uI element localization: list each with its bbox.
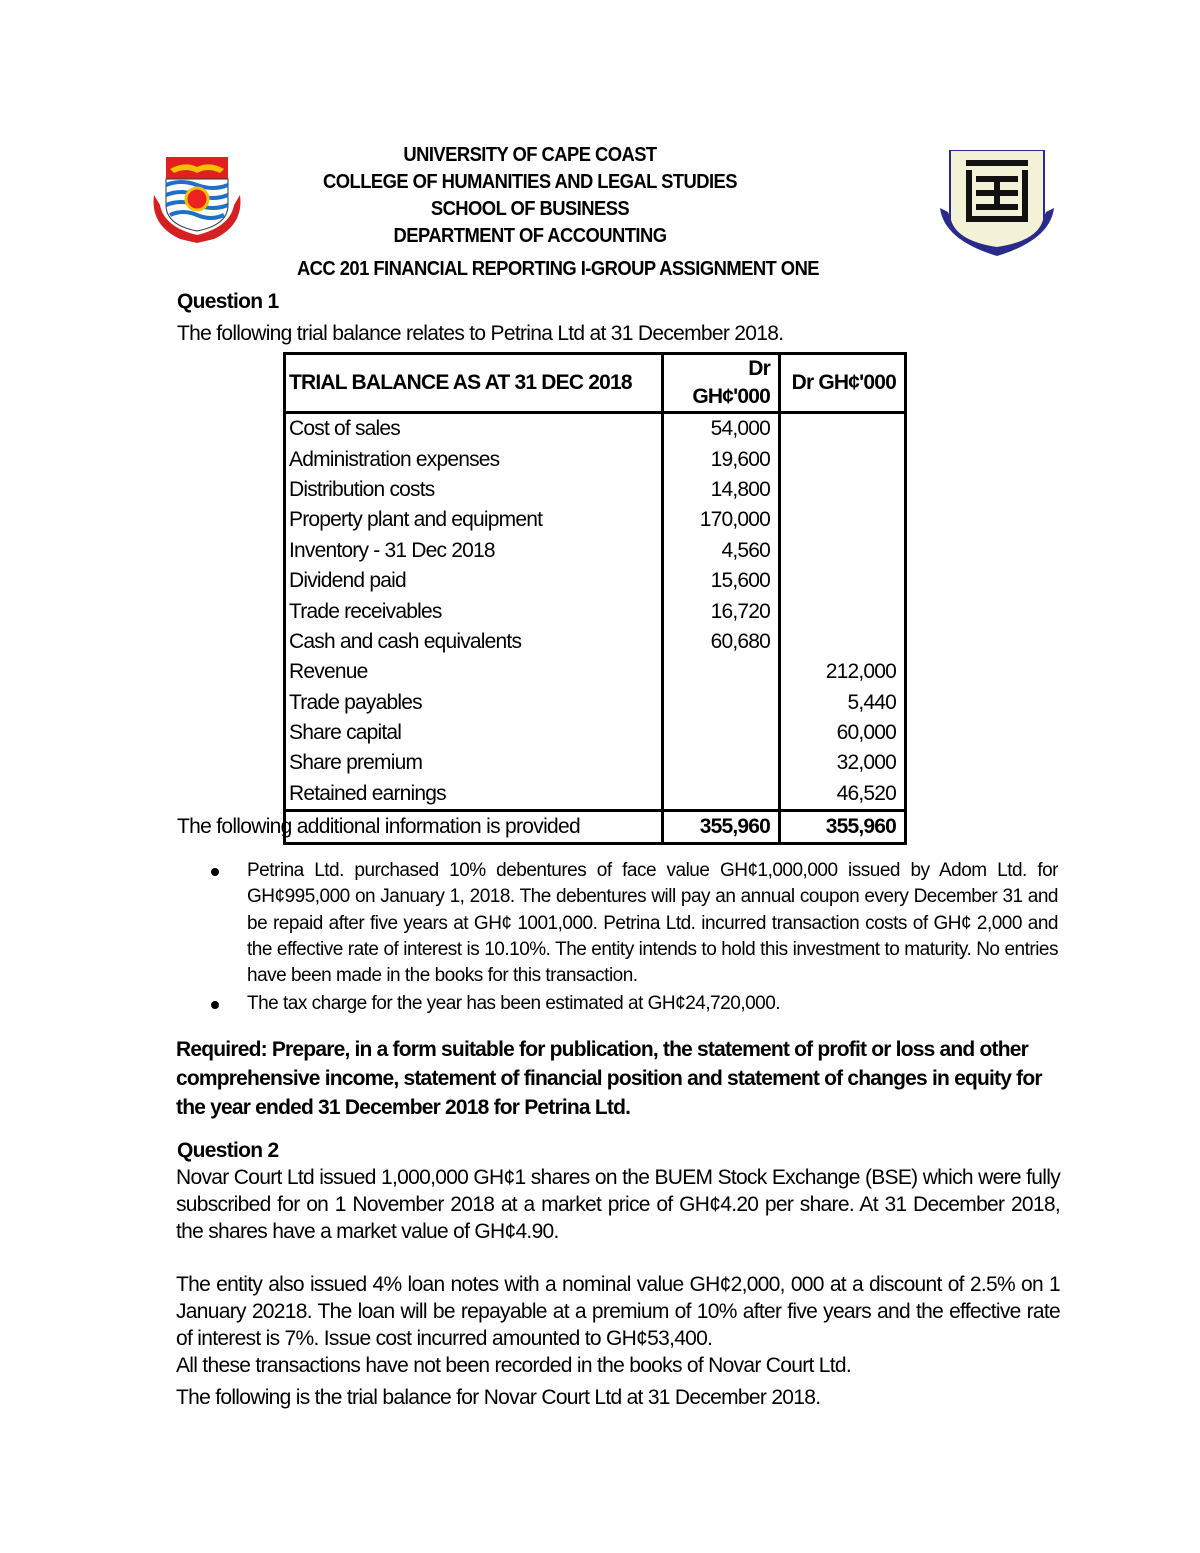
column-header-account: TRIAL BALANCE AS AT 31 DEC 2018 — [285, 354, 663, 413]
cell-cr — [780, 627, 906, 657]
cell-dr — [663, 657, 780, 687]
table-row — [285, 444, 906, 474]
column-header-dr: Dr GH¢'000 — [663, 354, 780, 413]
cell-account: Distribution costs — [285, 475, 663, 505]
trial-balance-table — [283, 352, 907, 845]
total-cr: 355,960 — [780, 811, 906, 844]
cell-dr: 19,600 — [663, 444, 780, 474]
question-2-paragraph-1: Novar Court Ltd issued 1,000,000 GH¢1 shares on the BUEM Stock Exchange (BSE) which were fully subscribed for on 1 November 2018 at a market price of GH¢4.20 per share. At 31 December 2018, the shares have a market value of GH¢4.90. — [176, 1166, 1060, 1243]
table-row — [285, 688, 906, 718]
cell-dr — [663, 688, 780, 718]
cell-cr: 32,000 — [780, 748, 906, 778]
cell-account: Trade payables — [285, 688, 663, 718]
cell-cr: 46,520 — [780, 779, 906, 811]
question-2-paragraph-3: All these transactions have not been recorded in the books of Novar Court Ltd. — [176, 1354, 851, 1377]
table-row — [285, 627, 906, 657]
cell-account: Cost of sales — [285, 413, 663, 445]
header-line-school: SCHOOL OF BUSINESS — [430, 198, 630, 220]
bullet-icon — [211, 1001, 219, 1009]
bullet-debentures: Petrina Ltd. purchased 10% debentures of face value GH¢1,000,000 issued by Adom Ltd. for GH¢995,000 on January 1, 2018. The debentures will pay an annual coupon every December 31 and be repaid after five years at GH¢ 1001,000. Petrina Ltd. incurred transaction costs of GH¢ 2,000 and the effective rate of interest is 10.10%. The entity intends to hold this investment to maturity. No entries have been made in the books for this transaction. — [247, 860, 1058, 987]
question-2-title: Question 2 — [177, 1139, 279, 1162]
cell-cr: 60,000 — [780, 718, 906, 748]
cell-cr — [780, 505, 906, 535]
table-row — [285, 748, 906, 778]
cell-dr: 14,800 — [663, 475, 780, 505]
question-1-intro: The following trial balance relates to Petrina Ltd at 31 December 2018. — [177, 322, 784, 345]
cell-dr: 16,720 — [663, 596, 780, 626]
table-header-row — [285, 354, 906, 413]
cell-dr: 15,600 — [663, 566, 780, 596]
question-2-paragraph-4: The following is the trial balance for Novar Court Ltd at 31 December 2018. — [176, 1386, 821, 1409]
bullet-tax: The tax charge for the year has been estimated at GH¢24,720,000. — [247, 993, 781, 1014]
cell-cr: 212,000 — [780, 657, 906, 687]
cell-account: Dividend paid — [285, 566, 663, 596]
cell-dr — [663, 718, 780, 748]
cell-cr — [780, 536, 906, 566]
table-row — [285, 505, 906, 535]
table-row — [285, 413, 906, 445]
cell-cr — [780, 566, 906, 596]
cell-dr: 60,680 — [663, 627, 780, 657]
cell-account: Share premium — [285, 748, 663, 778]
header-line-college: COLLEGE OF HUMANITIES AND LEGAL STUDIES — [323, 171, 737, 193]
table-row — [285, 657, 906, 687]
cell-account: Revenue — [285, 657, 663, 687]
table-row — [285, 566, 906, 596]
cell-account: Trade receivables — [285, 596, 663, 626]
table-row — [285, 475, 906, 505]
total-dr: 355,960 — [663, 811, 780, 844]
question-2-paragraph-2: The entity also issued 4% loan notes with a nominal value GH¢2,000, 000 at a discount of 2.5% on 1 January 20218. The loan will be repayable at a premium of 10% after five years and the effective rate of interest is 7%. Issue cost incurred amounted to GH¢53,400. — [176, 1273, 1060, 1350]
table-row — [285, 718, 906, 748]
question-1-title: Question 1 — [177, 290, 279, 313]
course-title: ACC 201 FINANCIAL REPORTING I-GROUP ASSIGNMENT ONE — [296, 258, 820, 280]
cell-account: Cash and cash equivalents — [285, 627, 663, 657]
cell-dr — [663, 748, 780, 778]
cell-cr — [780, 596, 906, 626]
cell-dr — [663, 779, 780, 811]
cell-cr: 5,440 — [780, 688, 906, 718]
header-line-department: DEPARTMENT OF ACCOUNTING — [393, 225, 667, 247]
table-row — [285, 536, 906, 566]
column-header-cr: Dr GH¢'000 — [780, 354, 906, 413]
header-line-university: UNIVERSITY OF CAPE COAST — [403, 144, 657, 166]
cell-account: Administration expenses — [285, 444, 663, 474]
school-of-business-crest-logo — [938, 150, 1056, 260]
cell-cr — [780, 413, 906, 445]
cell-dr: 4,560 — [663, 536, 780, 566]
cell-account: Share capital — [285, 718, 663, 748]
cell-account: Retained earnings — [285, 779, 663, 811]
table-row — [285, 779, 906, 811]
cell-cr — [780, 475, 906, 505]
cell-cr — [780, 444, 906, 474]
cell-dr: 54,000 — [663, 413, 780, 445]
table-row — [285, 596, 906, 626]
required-statement: Required: Prepare, in a form suitable for publication, the statement of profit or loss and other comprehensive income, statement of financial position and statement of changes in equity for the year ended 31 December 2018 for Petrina Ltd. — [176, 1038, 1042, 1119]
additional-info-intro: The following additional information is provided — [177, 815, 580, 838]
university-crest-logo — [150, 155, 244, 245]
bullet-icon — [211, 868, 219, 876]
cell-dr: 170,000 — [663, 505, 780, 535]
cell-account: Inventory - 31 Dec 2018 — [285, 536, 663, 566]
cell-account: Property plant and equipment — [285, 505, 663, 535]
